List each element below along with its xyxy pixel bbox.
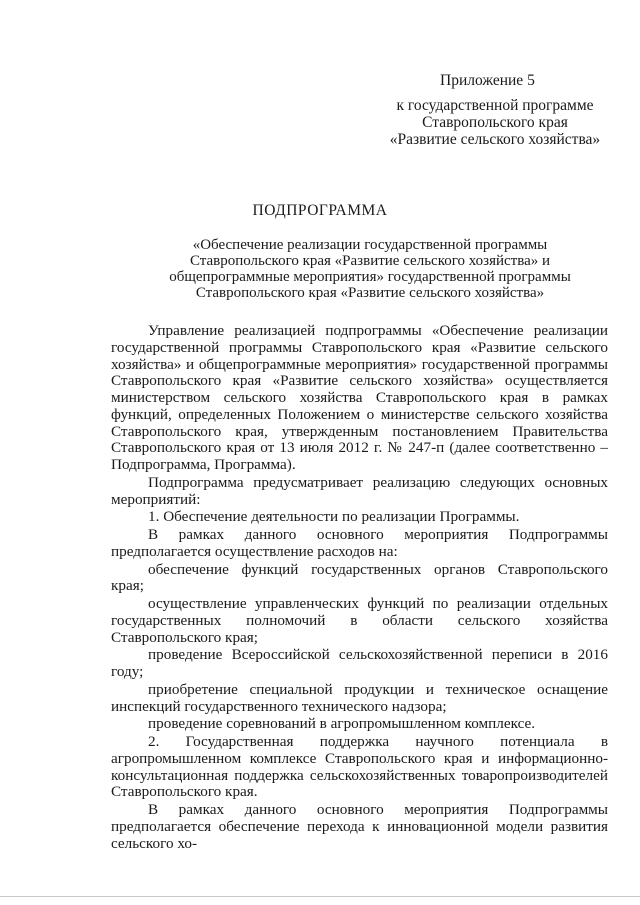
- paragraph: В рамках данного основного мероприятия Подпрограммы предполагается осуществление расходов на:: [111, 526, 608, 560]
- paragraph: 2. Государственная поддержка научного потенциала в агропромышленном комплексе Ставропольского края и информационно-консультационная поддержка сельскохозяйственных товаропроизводителей Ставропольского края.: [111, 733, 608, 801]
- paragraph: осуществление управленческих функций по реализации отдельных государственных полномочий в области сельского хозяйства Ставропольского края;: [111, 595, 608, 646]
- paragraph: 1. Обеспечение деятельности по реализации Программы.: [148, 508, 520, 526]
- paragraph: В рамках данного основного мероприятия Подпрограммы предполагается обеспечение перехода к инновационной модели развития сельского хо-: [111, 801, 608, 852]
- paragraph: проведение соревнований в агропромышленном комплексе.: [148, 715, 536, 733]
- appendix-line-program-name: «Развитие сельского хозяйства»: [389, 131, 601, 148]
- paragraph: приобретение специальной продукции и техническое оснащение инспекций государственного технического надзора;: [111, 680, 608, 715]
- document-title: ПОДПРОГРАММА: [252, 202, 388, 219]
- appendix-header: [380, 72, 610, 148]
- paragraph: обеспечение функций государственных органов Ставропольского края;: [111, 560, 608, 595]
- appendix-line-region: Ставропольского края: [422, 114, 568, 131]
- paragraph: Управление реализацией подпрограммы «Обеспечение реализации государственной программы Ставропольского края «Развитие сельского хозяйства» и общепрограммные мероприятия» государственной программы Ставропольского края «Развитие сельского хозяйства» осуществляется министерством сельского хозяйства Ставропольского края в рамках функций, определенных Положением о министерстве сельского хозяйства Ставропольского края, утвержденным постановлением Правительства Ставропольского края от 13 июля 2012 г. № 247-п (далее соответственно – Подпрограмма, Программа).: [111, 322, 608, 473]
- appendix-number: Приложение 5: [440, 72, 535, 89]
- paragraph: Подпрограмма предусматривает реализацию следующих основных мероприятий:: [111, 473, 608, 508]
- paragraph: проведение Всероссийской сельскохозяйственной переписи в 2016 году;: [111, 646, 608, 680]
- page-bottom-edge: [0, 896, 640, 897]
- document-subtitle: «Обеспечение реализации государственной программы Ставропольского края «Развитие сельского хозяйства» и общепрограммные мероприятия» государственной программы Ставропольского края «Развитие сельского хозяйства»: [169, 237, 571, 301]
- document-body: [111, 323, 608, 852]
- appendix-line-program: к государственной программе: [396, 97, 594, 114]
